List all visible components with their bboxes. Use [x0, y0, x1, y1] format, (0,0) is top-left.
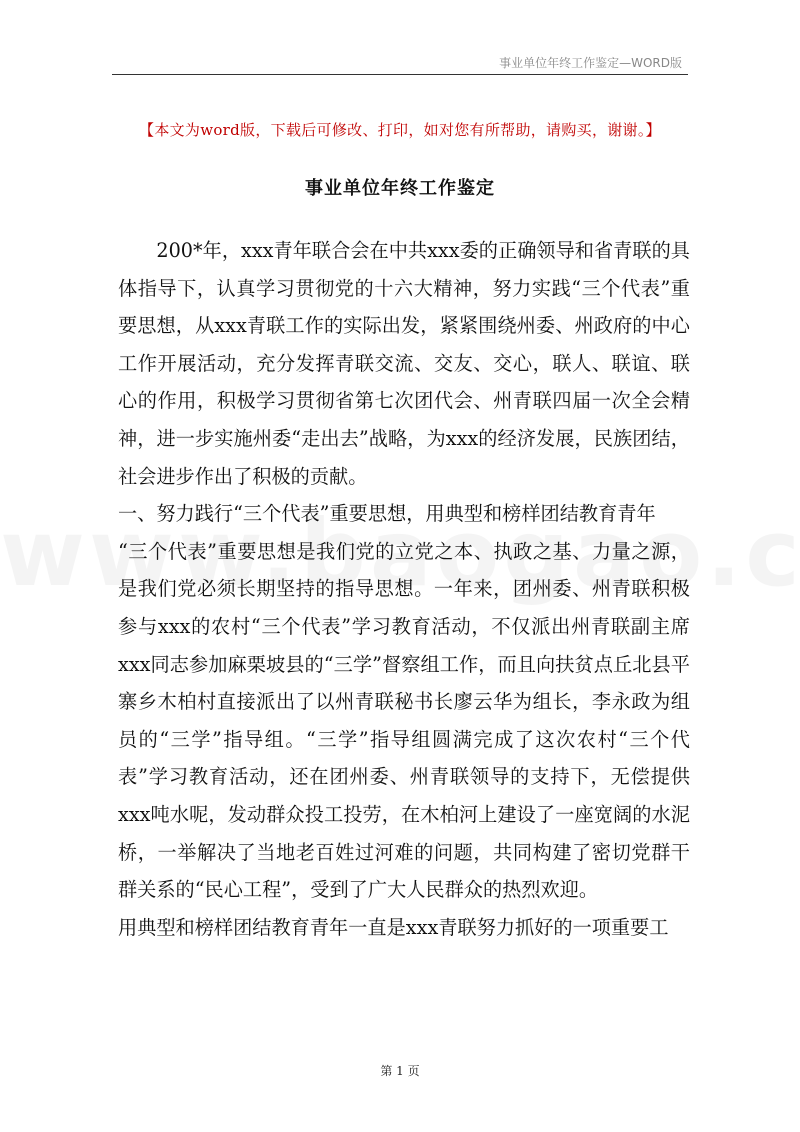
section-heading-1: 一、努力践行“三个代表”重要思想，用典型和榜样团结教育青年	[118, 502, 656, 526]
header-divider	[112, 74, 688, 75]
purchase-notice: 【本文为word版，下载后可修改、打印，如对您有所帮助，请购买，谢谢。】	[139, 121, 661, 139]
document-title: 事业单位年终工作鉴定	[305, 178, 495, 199]
document-body	[118, 232, 690, 946]
page-header: 事业单位年终工作鉴定—WORD版	[499, 56, 682, 70]
paragraph-body-continued: 用典型和榜样团结教育青年一直是xxx青联努力抓好的一项重要工	[118, 915, 669, 939]
paragraph-body: “三个代表”重要思想是我们党的立党之本、执政之基、力量之源，是我们党必须长期坚持的指导思想。一年来，团州委、州青联积极参与xxx的农村“三个代表”学习教育活动，不仅派出州青联副主席xxx同志参加麻栗坡县的“三学”督察组工作，而且向扶贫点丘北县平寨乡木柏村直接派出了以州青联秘书长廖云华为组长，李永政为组员的“三学”指导组。“三学”指导组圆满完成了这次农村“三个代表”学习教育活动，还在团州委、州青联领导的支持下，无偿提供xxx吨水呢，发动群众投工投劳，在木柏河上建设了一座宽阔的水泥桥，一举解决了当地老百姓过河难的问题，共同构建了密切党群干群关系的“民心工程”，受到了广大人民群众的热烈欢迎。	[118, 539, 690, 902]
paragraph-intro: 200*年，xxx青年联合会在中共xxx委的正确领导和省青联的具体指导下，认真学习贯彻党的十六大精神，努力实践“三个代表”重要思想，从xxx青联工作的实际出发，紧紧围绕州委、州政府的中心工作开展活动，充分发挥青联交流、交友、交心，联人、联谊、联心的作用，积极学习贯彻省第七次团代会、州青联四届一次全会精神，进一步实施州委“走出去”战略，为xxx的经济发展，民族团结，社会进步作出了积极的贡献。	[118, 239, 690, 488]
page-number: 第 1 页	[380, 1064, 420, 1078]
